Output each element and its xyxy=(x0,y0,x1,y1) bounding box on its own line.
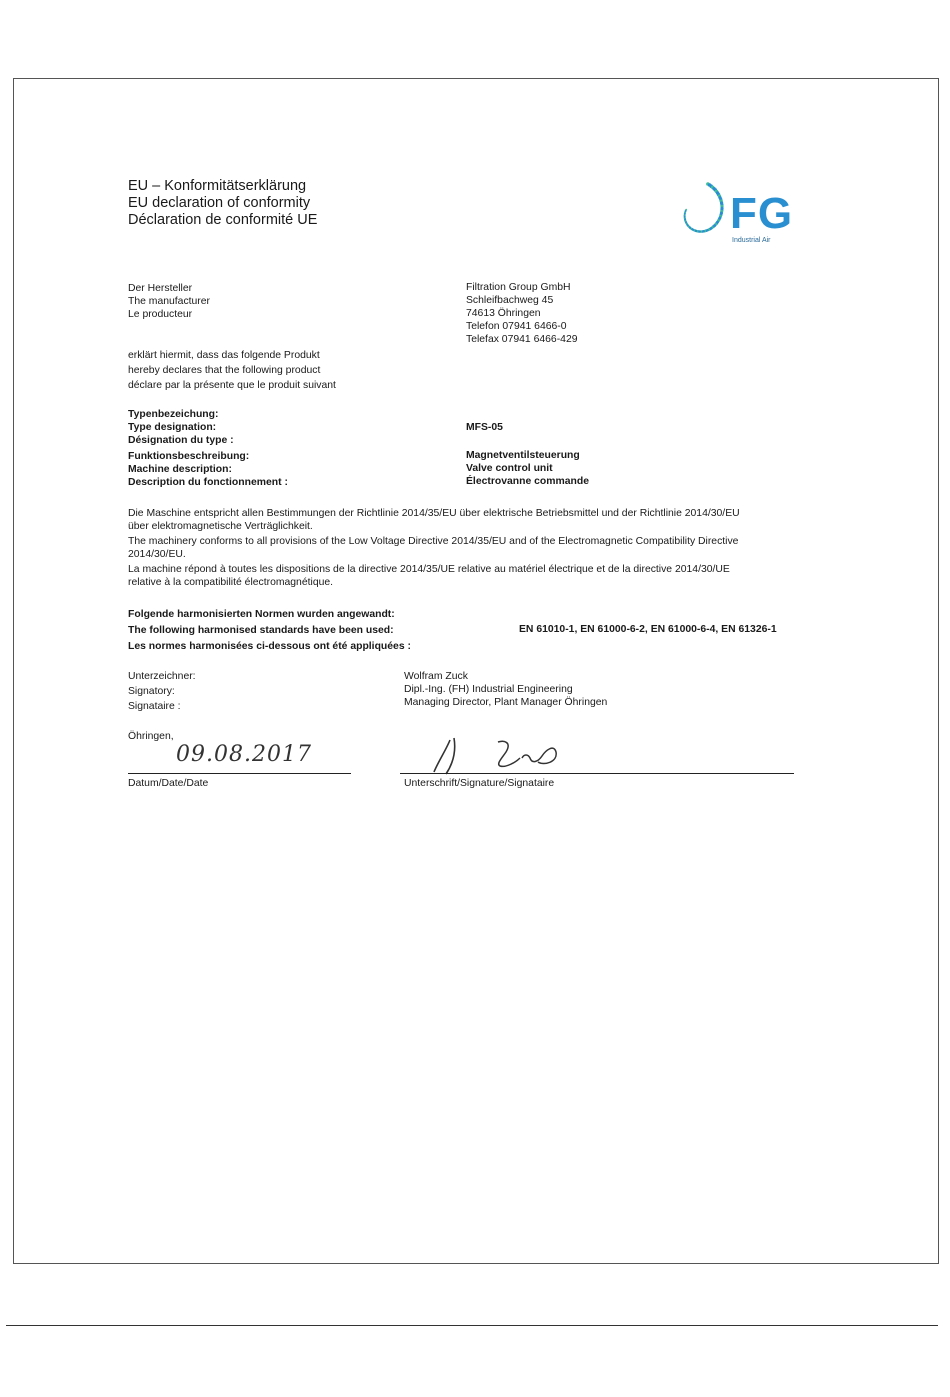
signatory-name: Wolfram Zuck xyxy=(404,671,468,682)
function-label-fr: Description du fonctionnement : xyxy=(128,477,288,488)
conformity-fr-2: relative à la compatibilité électromagnétique. xyxy=(128,577,334,588)
manufacturer-city: 74613 Öhringen xyxy=(466,308,541,319)
conformity-en-2: 2014/30/EU. xyxy=(128,549,186,560)
function-labels xyxy=(128,450,288,489)
function-value-fr: Électrovanne commande xyxy=(466,476,589,487)
standards-label-fr: Les normes harmonisées ci-dessous ont été appliquées : xyxy=(128,641,411,652)
logo-dot xyxy=(685,209,687,211)
manufacturer-fax: Telefax 07941 6466-429 xyxy=(466,334,578,345)
function-label-de: Funktionsbeschreibung: xyxy=(128,451,250,462)
logo-text: FG xyxy=(730,189,794,238)
signature-label: Unterschrift/Signature/Signataire xyxy=(404,778,555,789)
manufacturer-phone: Telefon 07941 6466-0 xyxy=(466,321,567,332)
function-value-en: Valve control unit xyxy=(466,463,553,474)
manufacturer-label-de: Der Hersteller xyxy=(128,283,193,294)
standards-label-en: The following harmonised standards have been used: xyxy=(128,625,394,636)
declares-de: erklärt hiermit, dass das folgende Produkt xyxy=(128,350,320,361)
function-label-en: Machine description: xyxy=(128,464,232,475)
signatory-labels xyxy=(128,669,196,714)
title-block xyxy=(128,178,317,229)
standards-value: EN 61010-1, EN 61000-6-2, EN 61000-6-4, EN 61326-1 xyxy=(519,624,777,635)
title-fr: Déclaration de conformité UE xyxy=(128,212,318,228)
function-value-de: Magnetventilsteuerung xyxy=(466,450,580,461)
signature-line xyxy=(400,773,794,774)
declares-en: hereby declares that the following product xyxy=(128,365,321,376)
manufacturer-name: Filtration Group GmbH xyxy=(466,282,571,293)
manufacturer-address xyxy=(466,281,578,346)
type-value: MFS-05 xyxy=(466,422,503,433)
type-labels xyxy=(128,408,234,447)
page-footer-rule xyxy=(6,1325,938,1326)
manufacturer-street: Schleifbachweg 45 xyxy=(466,295,554,306)
logo-subtitle: Industrial Air xyxy=(732,237,771,244)
conformity-de-2: über elektromagnetische Verträglichkeit. xyxy=(128,521,313,532)
place: Öhringen, xyxy=(128,731,174,742)
signatory-role: Managing Director, Plant Manager Öhringen xyxy=(404,697,608,708)
standards-label-de: Folgende harmonisierten Normen wurden angewandt: xyxy=(128,609,395,620)
signatory-details xyxy=(404,670,607,709)
title-en: EU declaration of conformity xyxy=(128,195,311,211)
signatory-label-de: Unterzeichner: xyxy=(128,671,196,682)
type-label-fr: Désignation du type : xyxy=(128,435,234,446)
type-label-en: Type designation: xyxy=(128,422,217,433)
signatory-degree: Dipl.-Ing. (FH) Industrial Engineering xyxy=(404,684,573,695)
signatory-label-fr: Signataire : xyxy=(128,701,181,712)
handwritten-date: 09.08.2017 xyxy=(176,742,312,767)
manufacturer-labels xyxy=(128,282,210,321)
date-line xyxy=(128,773,351,774)
conformity-de-1: Die Maschine entspricht allen Bestimmungen der Richtlinie 2014/35/EU über elektrische Betriebsmittel und der Richtlinie 2014/30/EU xyxy=(128,508,740,519)
declaration-statement xyxy=(128,348,336,393)
handwritten-signature xyxy=(420,732,570,776)
signatory-label-en: Signatory: xyxy=(128,686,175,697)
declares-fr: déclare par la présente que le produit suivant xyxy=(128,380,336,391)
manufacturer-label-en: The manufacturer xyxy=(128,296,211,307)
company-logo xyxy=(664,176,809,248)
function-values xyxy=(466,449,589,488)
conformity-statement xyxy=(128,507,808,589)
conformity-fr-1: La machine répond à toutes les dispositions de la directive 2014/35/UE relative au matériel électrique et de la directive 2014/30/UE xyxy=(128,564,730,575)
standards-labels xyxy=(128,607,411,655)
type-label-de: Typenbezeichung: xyxy=(128,409,219,420)
dot-swirl-icon xyxy=(664,176,730,248)
date-label: Datum/Date/Date xyxy=(128,778,209,789)
title-de: EU – Konformitätserklärung xyxy=(128,178,307,194)
conformity-en-1: The machinery conforms to all provisions of the Low Voltage Directive 2014/35/EU and of the Electromagnetic Compatibility Directive xyxy=(128,536,739,547)
manufacturer-label-fr: Le producteur xyxy=(128,309,193,320)
